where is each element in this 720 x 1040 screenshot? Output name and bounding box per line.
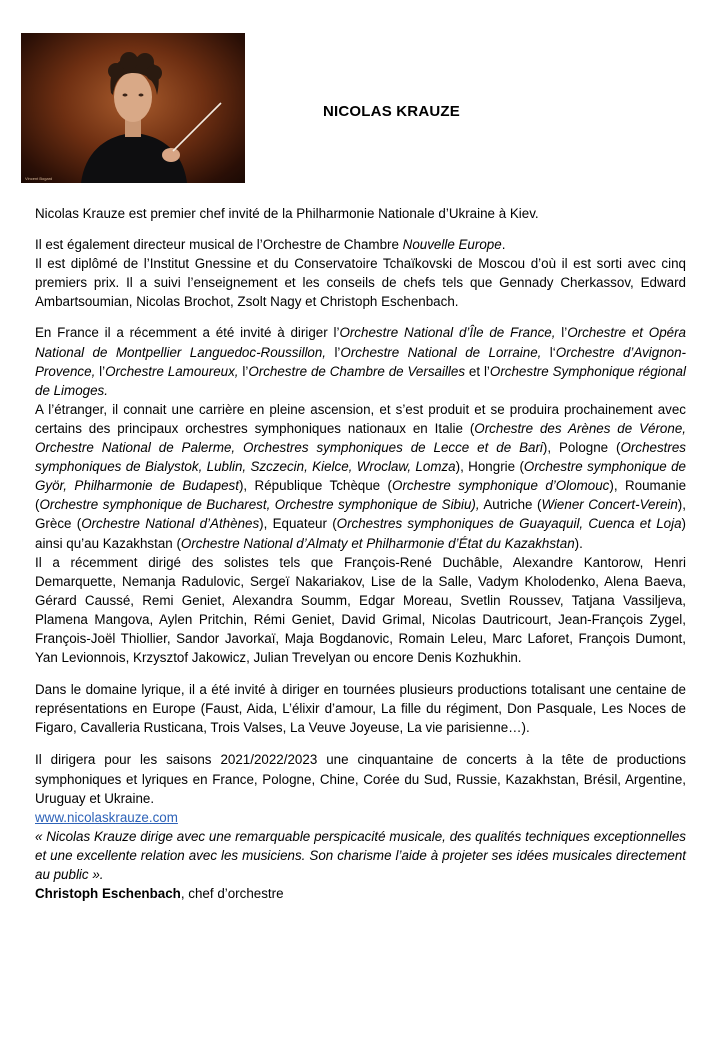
orchestra-name: Orchestre National d’Almaty et Philharmonie d’État du Kazakhstan bbox=[180, 535, 575, 551]
text-span: ), Hongrie ( bbox=[455, 459, 524, 475]
quote-paragraph bbox=[35, 827, 686, 884]
text-span: A l’étranger, il connait une carrière en pleine ascension, et s’est produit et se produira prochainement avec certains des principaux orchestres symphoniques nationaux en Italie ( bbox=[35, 401, 686, 436]
text-span: . bbox=[501, 237, 506, 253]
intro-paragraph: Nicolas Krauze est premier chef invité de la Philharmonie Nationale d’Ukraine à Kiev. bbox=[35, 206, 539, 221]
text-span: Autriche ( bbox=[479, 497, 542, 513]
orchestra-name: Orchestre National d’Île de France, bbox=[339, 325, 556, 341]
text-span: l‘ bbox=[541, 344, 556, 360]
text-span: ). bbox=[574, 535, 583, 551]
website-line bbox=[35, 808, 686, 827]
soloists-paragraph: Il a récemment dirigé des solistes tels que François-René Duchâble, Alexandre Kantorow, Henri Demarquette, Nemanja Radulovic, Sergeï Nakariakov, Lise de la Salle, Vadym Kholodenko, Alena Baeva, Gérard Caussé, Remi Geniet, Alexandra Soumm, Edgar Moreau, Svetlin Roussev, Tatjana Vassiljeva, Plamena Mangova, Aylen Pritchin, Rémi Geniet, David Grimal, Nicolas Dautricourt, Jean-François Zygel, François-Joël Thiollier, Sandor Javorkaï, Maja Bogdanovic, Romain Leleu, Marc Laforet, François Dumont, Yan Levionnois, Krzysztof Jakowicz, Julian Trevelyan ou encore Denis Kozhukhin. bbox=[35, 554, 686, 666]
conductor-photo bbox=[21, 33, 245, 183]
france-paragraph bbox=[35, 323, 686, 399]
abroad-paragraph bbox=[35, 400, 686, 553]
text-span: ) ainsi qu’au Kazakhstan ( bbox=[35, 516, 686, 551]
orchestra-name: Orchestre des Arènes de Vérone, Orchestre National de Palerme, Orchestres symphoniques de Lecce et de Bari bbox=[35, 420, 686, 456]
quote-author-role: , chef d’orchestre bbox=[180, 886, 284, 902]
orchestra-name: Orchestre symphonique de Györ, Philharmonie de Budapest bbox=[35, 459, 686, 494]
orchestra-name: Orchestre National de Lorraine, bbox=[340, 344, 542, 360]
ensemble-name: Nouvelle Europe bbox=[398, 237, 502, 253]
orchestra-name: Orchestre National d’Athènes bbox=[81, 516, 260, 532]
orchestra-name: Orchestre symphonique d’Olomouc bbox=[392, 478, 610, 494]
orchestra-name: Wiener Concert-Verein bbox=[541, 497, 678, 513]
orchestra-name: Orchestre symphonique de Bucharest, Orchestre symphonique de Sibiu), bbox=[39, 497, 480, 513]
website-link[interactable]: www.nicolaskrauze.com bbox=[35, 809, 178, 825]
orchestra-name: Orchestre Lamoureux, bbox=[105, 363, 239, 379]
quote-attribution bbox=[35, 884, 686, 903]
text-span: l’ bbox=[326, 344, 341, 360]
music-director-paragraph bbox=[35, 235, 686, 254]
education-paragraph: Il est diplômé de l’Institut Gnessine et du Conservatoire Tchaïkovski de Moscou d’où il est sorti avec cinq premiers prix. Il a suivi l’enseignement et les conseils de chefs tels que Gennady Cherkassov, Edward Ambartsoumian, Nicolas Brochot, Zsolt Nagy et Christoph Eschenbach. bbox=[35, 256, 686, 310]
text-span: ), République Tchèque ( bbox=[238, 478, 393, 494]
orchestra-name: Orchestres symphoniques de Guayaquil, Cuenca et Loja bbox=[336, 516, 682, 532]
orchestra-name: Orchestre et Opéra National de Montpellier Languedoc-Roussillon, bbox=[35, 325, 687, 360]
lyric-paragraph: Dans le domaine lyrique, il a été invité à diriger en tournées plusieurs productions totalisant une centaine de représentations en Europe (Faust, Aida, L’élixir d’amour, La fille du régiment, Don Pasquale, Les Noces de Figaro, Cavalleria Rusticana, Trois Valses, La Veuve Joyeuse, La vie parisienne…). bbox=[35, 682, 686, 736]
orchestra-name: Orchestre d’Avignon-Provence, bbox=[35, 344, 687, 379]
text-span: ), Equateur ( bbox=[259, 516, 337, 532]
text-span: En France il a récemment a été invité à diriger l’ bbox=[35, 325, 340, 341]
text-span: ), Pologne ( bbox=[542, 440, 621, 456]
orchestra-name: Orchestre de Chambre de Versailles bbox=[248, 363, 466, 379]
orchestra-name: Orchestre Symphonique régional de Limoges. bbox=[35, 363, 686, 398]
text-span: l’ bbox=[555, 325, 568, 341]
text-span: l’ bbox=[95, 363, 106, 379]
text-span: ), Roumanie ( bbox=[35, 478, 687, 513]
text-span: l’ bbox=[238, 363, 249, 379]
quote-author: Christoph Eschenbach bbox=[35, 886, 181, 902]
orchestra-name: Orchestres symphoniques de Bialystok, Lublin, Szczecin, Kielce, Wroclaw, Lomza bbox=[35, 440, 686, 475]
photo-credit: Vincent Bogard bbox=[25, 176, 53, 181]
quote-text: « Nicolas Krauze dirige avec une remarquable perspicacité musicale, des qualités techniques exceptionnelles et une excellente relation avec les musiciens. Son charisme l’aide à projeter ses idées musicales directement au public ». bbox=[35, 828, 686, 882]
page-title: NICOLAS KRAUZE bbox=[323, 103, 460, 120]
future-seasons-paragraph: Il dirigera pour les saisons 2021/2022/2023 une cinquantaine de concerts à la tête de productions symphoniques et lyriques en France, Pologne, Chine, Corée du Sud, Russie, Kazakhstan, Brésil, Argentine, Uruguay et Ukraine. bbox=[35, 752, 686, 806]
text-span: et l’ bbox=[465, 363, 490, 379]
biography-text bbox=[35, 204, 686, 903]
text-span: Il est également directeur musical de l’Orchestre de Chambre bbox=[35, 237, 399, 253]
conductor-portrait-illustration bbox=[21, 33, 245, 183]
text-span: ), Grèce ( bbox=[35, 497, 686, 532]
